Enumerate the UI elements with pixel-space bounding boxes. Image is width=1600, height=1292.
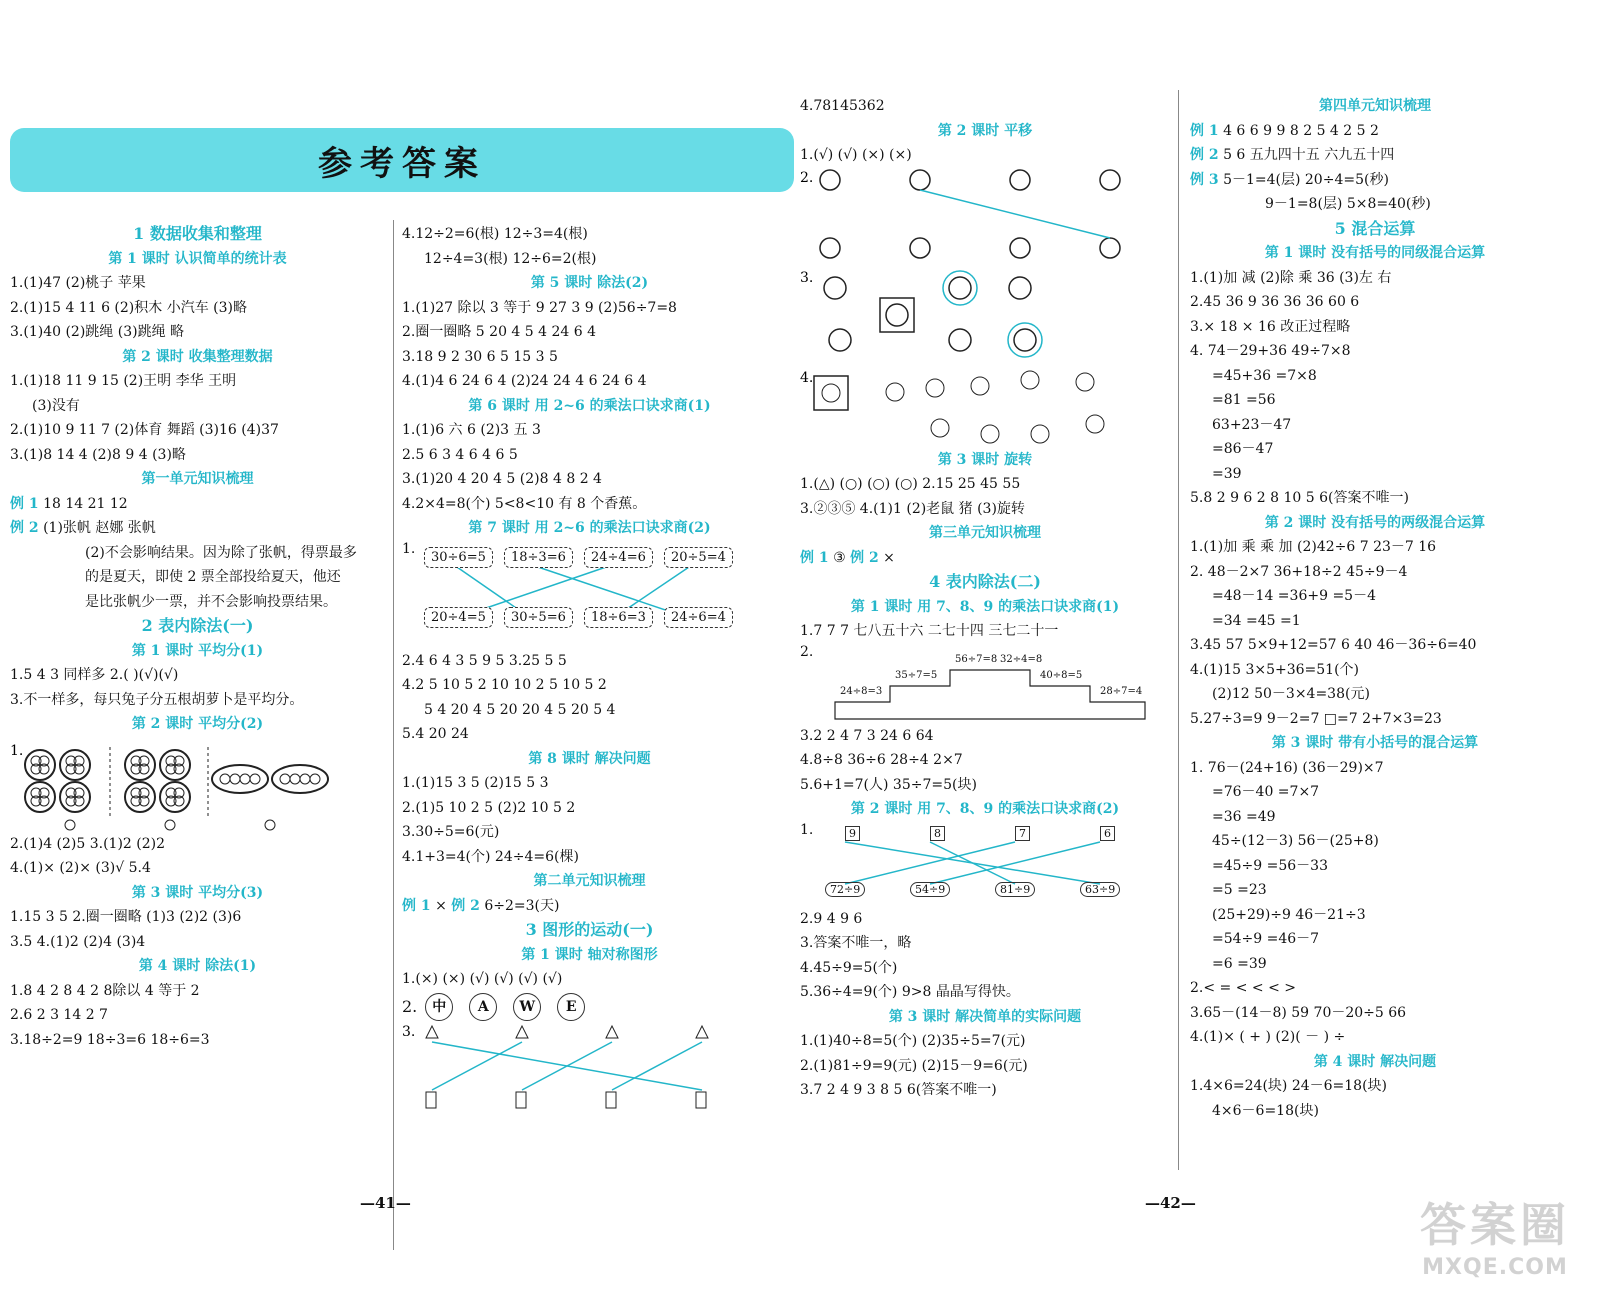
answer-line xyxy=(1190,119,1560,144)
selected-box xyxy=(880,298,914,332)
answer-line: 12÷4=3(根) 12÷6=2(根) xyxy=(424,250,597,267)
half-shape-icon xyxy=(426,1026,438,1038)
cartoon-icon xyxy=(820,238,840,258)
section-heading: 3 图形的运动(一) xyxy=(525,920,654,939)
answer-line: 1.(√) (√) (×) (×) xyxy=(800,147,912,163)
answer-line: =54÷9 =46－7 xyxy=(1212,931,1320,947)
answer-line xyxy=(402,894,777,919)
answer-line: 3.2 2 4 7 3 24 6 64 xyxy=(800,727,934,744)
half-shape-icon xyxy=(696,1092,706,1108)
answer-line: 2.6 2 3 14 2 7 xyxy=(10,1007,108,1023)
answer-line: 3.5 4.(1)2 (2)4 (3)4 xyxy=(10,933,146,950)
answer-line xyxy=(10,492,385,517)
answer-line: (3)没有 xyxy=(32,397,80,414)
column-4 xyxy=(1190,94,1560,1123)
equation-card: 30÷6=5 xyxy=(424,547,493,568)
grape-circle xyxy=(25,782,55,812)
stair-equation: 35÷7=5 xyxy=(895,669,938,681)
grape-circle xyxy=(160,750,190,780)
equation-card: 18÷6=3 xyxy=(584,607,653,628)
smile-icon xyxy=(265,820,275,830)
grape-mark xyxy=(290,774,300,784)
answer-line: 3.答案不唯一，略 xyxy=(800,935,912,951)
answer-line: 3.7 2 4 9 3 8 5 6(答案不唯一) xyxy=(800,1082,997,1098)
answer-line: 2.(1)5 10 2 5 (2)2 10 5 2 xyxy=(402,799,576,816)
answer-line: 1.(1)18 11 9 15 (2)王明 李华 王明 xyxy=(10,373,237,389)
section-heading: 第 1 课时 没有括号的同级混合运算 xyxy=(1264,245,1486,261)
answer-line: 4.2×4=8(个) 5<8<10 有 8 个香蕉。 xyxy=(402,495,647,512)
kite-number: 7 xyxy=(1015,826,1030,841)
answer-line: =86－47 xyxy=(1212,441,1274,457)
answer-line: 4.1+3=4(个) 24÷4=6(棵) xyxy=(402,848,579,865)
kite-number: 9 xyxy=(845,826,860,841)
symmetry-matching-figure xyxy=(402,1022,762,1112)
answer-line: 2.(1)15 4 11 6 (2)积木 小汽车 (3)略 xyxy=(10,299,247,316)
cartoon-icon xyxy=(820,170,840,190)
half-shape-icon xyxy=(606,1026,618,1038)
answer-line: 3.(1)40 (2)跳绳 (3)跳绳 略 xyxy=(10,324,185,340)
example-label: 例 1 xyxy=(800,549,829,566)
section-heading: 第 8 课时 解决问题 xyxy=(528,750,651,767)
flower-equation: 72÷9 xyxy=(825,882,865,897)
column-divider xyxy=(393,220,394,1250)
grape-mark xyxy=(220,774,230,784)
answer-line: 4. 74－29+36 49÷7×8 xyxy=(1190,343,1351,359)
grape-mark xyxy=(300,774,310,784)
match-line xyxy=(845,842,1015,884)
question-number: 3. xyxy=(402,1023,416,1040)
equation-card: 20÷5=4 xyxy=(664,547,733,568)
match-line xyxy=(522,1042,612,1090)
answer-line: =5 =23 xyxy=(1212,882,1267,898)
cartoon-icon xyxy=(1086,415,1104,433)
answer-line: 2.(1)4 (2)5 3.(1)2 (2)2 xyxy=(10,835,166,852)
figure-dolls xyxy=(800,268,1170,368)
half-shape-icon xyxy=(606,1092,616,1108)
cartoon-icon xyxy=(886,304,908,326)
example-label: 例 1 xyxy=(402,897,431,914)
stair-equation: 56÷7=8 xyxy=(955,653,998,665)
answer-line: 5.8 2 9 6 2 8 10 5 6(答案不唯一) xyxy=(1190,490,1409,506)
figure-sym xyxy=(402,1022,777,1112)
section-heading: 第 5 课时 除法(2) xyxy=(530,275,649,291)
answer-line: 3.(1)20 4 20 4 5 (2)8 4 8 2 4 xyxy=(402,471,602,487)
watermark-url: MXQE.COM xyxy=(1422,1255,1568,1280)
answer-line: 3.不一样多，每只兔子分五根胡萝卜是平均分。 xyxy=(10,691,304,708)
cartoon-icon xyxy=(931,419,949,437)
figure-grapes xyxy=(10,737,385,832)
half-shape-icon xyxy=(426,1092,436,1108)
left-page xyxy=(0,90,790,1220)
cartoon-icon xyxy=(910,170,930,190)
answer-line: =81 =56 xyxy=(1212,392,1276,408)
figure-letters xyxy=(402,992,777,1022)
answer-line: 3.②③⑤ 4.(1)1 (2)老鼠 猪 (3)旋转 xyxy=(800,500,1025,517)
grape-groups-figure xyxy=(10,737,370,832)
answer-line: 1.(1)加 乘 乘 加 (2)42÷6 7 23－7 16 xyxy=(1190,539,1437,555)
page-title: 参考答案 xyxy=(318,143,486,184)
grape-circle xyxy=(60,782,90,812)
section-heading: 第 7 课时 用 2~6 的乘法口诀求商(2) xyxy=(468,520,711,536)
kite-number: 8 xyxy=(930,826,945,841)
answer-line: 是比张帆少一票，并不会影响投票结果。 xyxy=(85,593,337,610)
section-heading: 第 4 课时 解决问题 xyxy=(1313,1053,1437,1070)
answer-line: 2.4 6 4 3 5 9 5 3.25 5 5 xyxy=(402,652,567,669)
grape-circle xyxy=(125,782,155,812)
answer-line: =48－14 =36+9 =5－4 xyxy=(1212,588,1376,604)
cartoon-icon xyxy=(971,377,989,395)
answer-line: 1.8 4 2 8 4 2 8除以 4 等于 2 xyxy=(10,982,200,999)
answer-line: =36 =49 xyxy=(1212,808,1276,825)
match-line xyxy=(930,842,1015,884)
section-heading: 第 2 课时 收集整理数据 xyxy=(122,348,273,365)
example-label: 例 3 xyxy=(1190,171,1219,188)
question-number: 2. xyxy=(402,997,418,1016)
cartoon-icon xyxy=(1010,238,1030,258)
answer-line: 1.15 3 5 2.圈一圈略 (1)3 (2)2 (3)6 xyxy=(10,909,242,925)
grape-mark xyxy=(230,774,240,784)
grape-circle xyxy=(25,750,55,780)
cartoon-icon xyxy=(1009,277,1031,299)
answer-line: 9－1=8(层) 5×8=40(秒) xyxy=(1265,196,1431,212)
answer-line: 1.4×6=24(块) 24－6=18(块) xyxy=(1190,1078,1388,1094)
grape-circle xyxy=(60,750,90,780)
answer-line: =45+36 =7×8 xyxy=(1212,367,1317,384)
answer-line: 4.12÷2=6(根) 12÷3=4(根) xyxy=(402,226,588,242)
section-heading: 第四单元知识梳理 xyxy=(1319,98,1431,114)
answer-text: (1)张帆 赵娜 张帆 xyxy=(38,520,156,536)
equation-card: 24÷6=4 xyxy=(664,607,733,628)
section-heading: 1 数据收集和整理 xyxy=(133,224,262,243)
example-label: 例 2 xyxy=(1190,147,1219,163)
section-heading: 第 3 课时 平均分(3) xyxy=(131,884,264,901)
section-heading: 第三单元知识梳理 xyxy=(929,525,1041,541)
example-label: 例 2 xyxy=(451,897,480,914)
half-shape-icon xyxy=(516,1026,528,1038)
section-heading: 第 2 课时 平均分(2) xyxy=(131,716,264,732)
section-heading: 第 1 课时 用 7、8、9 的乘法口诀求商(1) xyxy=(850,598,1120,615)
answer-line: 45÷(12－3) 56－(25+8) xyxy=(1212,833,1379,849)
answer-line: 的是夏天，即使 2 票全部投给夏天，他还 xyxy=(85,569,341,585)
answer-line: 63+23－47 xyxy=(1212,416,1292,433)
cartoon-icon xyxy=(1100,170,1120,190)
answer-line xyxy=(10,516,385,541)
cartoon-icon xyxy=(1014,329,1036,351)
stair-equation: 40÷8=5 xyxy=(1040,669,1083,681)
answer-line: 2.< = < < < > xyxy=(1190,980,1296,996)
answer-line: 4.(1)4 6 24 6 4 (2)24 24 4 6 24 6 4 xyxy=(402,373,647,389)
grape-mark xyxy=(250,774,260,784)
answer-text: ③ xyxy=(828,549,851,566)
answer-line: 2.(1)10 9 11 7 (2)体育 舞蹈 (3)16 (4)37 xyxy=(10,422,279,438)
answer-line: 1.5 4 3 同样多 2.( )(√)(√) xyxy=(10,667,179,683)
cartoon-icon xyxy=(886,383,904,401)
answer-line xyxy=(1190,143,1560,168)
stair-equation: 24÷8=3 xyxy=(840,685,883,697)
cartoon-icon xyxy=(1010,170,1030,190)
match-line xyxy=(920,190,1110,238)
equation-card: 30÷5=6 xyxy=(504,607,573,628)
grape-mark xyxy=(240,774,250,784)
match-line xyxy=(432,1042,522,1090)
answer-text: × xyxy=(878,549,895,566)
page-number-left: —41— xyxy=(360,1194,411,1212)
answer-line: 1.(1)加 减 (2)除 乘 36 (3)左 右 xyxy=(1190,269,1392,286)
question-number: 1. xyxy=(402,540,416,557)
section-heading: 第 2 课时 平移 xyxy=(937,122,1033,139)
answer-circle xyxy=(1008,323,1042,357)
selected-box xyxy=(814,376,848,410)
answer-line: 1.(1)27 除以 3 等于 9 27 3 9 (2)56÷7=8 xyxy=(402,299,677,316)
section-heading: 第 1 课时 认识简单的统计表 xyxy=(108,250,287,267)
example-label: 例 2 xyxy=(850,549,879,566)
answer-line: =39 xyxy=(1212,465,1242,482)
section-heading: 5 混合运算 xyxy=(1334,218,1416,238)
cartoon-icon xyxy=(829,329,851,351)
section-heading: 第 3 课时 旋转 xyxy=(937,451,1033,468)
question-number: 4. xyxy=(800,369,814,386)
column-1 xyxy=(10,222,385,1052)
answer-line: =45÷9 =56－33 xyxy=(1212,857,1328,874)
column-2 xyxy=(402,222,777,1112)
question-number: 1. xyxy=(10,742,24,759)
example-label: 例 1 xyxy=(10,495,39,512)
answer-line: 5.4 20 24 xyxy=(402,726,469,742)
answer-line: 2.9 4 9 6 xyxy=(800,910,863,927)
cartoon-icon xyxy=(1031,425,1049,443)
answer-line: 2.(1)81÷9=9(元) (2)15－9=6(元) xyxy=(800,1057,1028,1074)
question-number: 1. xyxy=(800,821,814,838)
answer-text: 5 6 五九四十五 六九五十四 xyxy=(1218,147,1395,163)
section-heading: 第一单元知识梳理 xyxy=(141,471,254,487)
flower-equation: 63÷9 xyxy=(1080,882,1120,897)
answer-line: 4.45÷9=5(个) xyxy=(800,959,898,976)
stair-equation: 28÷7=4 xyxy=(1100,685,1143,697)
cartoon-icon xyxy=(949,329,971,351)
answer-text: 5－1=4(层) 20÷4=5(秒) xyxy=(1218,171,1389,188)
figure-trans xyxy=(800,168,1170,268)
letter-circle: 中 xyxy=(425,993,453,1021)
answer-circle xyxy=(943,271,977,305)
figure-match2 xyxy=(800,822,1170,907)
kite-number: 6 xyxy=(1100,826,1115,841)
cartoon-icon xyxy=(1100,238,1120,258)
grape-mark xyxy=(280,774,290,784)
match-line xyxy=(930,842,1100,884)
section-heading: 第 1 课时 轴对称图形 xyxy=(521,946,658,963)
answer-line: 1.(1)15 3 5 (2)15 5 3 xyxy=(402,775,549,791)
answer-line xyxy=(800,546,1170,571)
answer-line: 1.(1)6 六 6 (2)3 五 3 xyxy=(402,422,541,438)
smile-icon xyxy=(165,820,175,830)
answer-text: 4 6 6 9 9 8 2 5 4 2 5 2 xyxy=(1218,122,1379,139)
answer-line: 2.5 6 3 4 6 4 6 5 xyxy=(402,446,518,463)
answer-line: 5 4 20 4 5 20 20 4 5 20 5 4 xyxy=(424,701,616,718)
figure-stairs xyxy=(800,644,1170,724)
figure-fish xyxy=(800,368,1170,448)
answer-line: =34 =45 =1 xyxy=(1212,612,1301,629)
answer-line: (2)不会影响结果。因为除了张帆，得票最多 xyxy=(85,544,357,561)
section-heading: 第 3 课时 带有小括号的混合运算 xyxy=(1271,735,1479,751)
question-number: 3. xyxy=(800,269,814,286)
letter-circle: W xyxy=(513,993,541,1021)
half-shape-icon xyxy=(516,1092,526,1108)
answer-line: 3.× 18 × 16 改正过程略 xyxy=(1190,318,1351,335)
answer-line: 4.78145362 xyxy=(800,98,885,114)
equation-card: 18÷3=6 xyxy=(504,547,573,568)
answer-line: 1.(×) (×) (√) (√) (√) (√) xyxy=(402,971,563,987)
cartoon-icon xyxy=(926,379,944,397)
answer-line: =76－40 =7×7 xyxy=(1212,784,1320,800)
answer-line: 4.(1)15 3×5+36=51(个) xyxy=(1190,661,1360,678)
answer-line: (25+29)÷9 46－21÷3 xyxy=(1212,906,1366,923)
answer-line: 4.2 5 10 5 2 10 10 2 5 10 5 2 xyxy=(402,677,607,693)
section-heading: 2 表内除法(一) xyxy=(141,616,254,635)
answer-line: 5.6+1=7(人) 35÷7=5(块) xyxy=(800,776,977,793)
flower-equation: 81÷9 xyxy=(995,882,1035,897)
answer-line: 1.7 7 7 七八五十六 二七十四 三七二十一 xyxy=(800,623,1059,639)
answer-line: 3.65－(14－8) 59 70－20÷5 66 xyxy=(1190,1004,1407,1021)
fish-figure xyxy=(800,368,1160,448)
answer-line: =6 =39 xyxy=(1212,955,1267,972)
answer-line: 1.(1)47 (2)桃子 苹果 xyxy=(10,275,146,291)
grape-circle xyxy=(125,750,155,780)
cartoon-icon xyxy=(1021,371,1039,389)
answer-line xyxy=(1190,168,1560,193)
answer-line: 3.18 9 2 30 6 5 15 3 5 xyxy=(402,348,558,365)
section-heading: 第 3 课时 解决简单的实际问题 xyxy=(888,1008,1082,1025)
cartoon-icon xyxy=(1076,373,1094,391)
answer-text: 6÷2=3(天) xyxy=(479,897,560,914)
answer-line: 3.30÷5=6(元) xyxy=(402,824,500,840)
answer-text: × xyxy=(430,897,452,914)
answer-line: 3.(1)8 14 4 (2)8 9 4 (3)略 xyxy=(10,446,186,463)
equation-card: 20÷4=5 xyxy=(424,607,493,628)
grape-circle xyxy=(160,782,190,812)
cartoon-icon xyxy=(949,277,971,299)
answer-line: 1.(1)40÷8=5(个) (2)35÷5=7(元) xyxy=(800,1033,1026,1049)
section-heading: 第 4 课时 除法(1) xyxy=(138,958,257,974)
half-shape-icon xyxy=(696,1026,708,1038)
answer-line: 1. 76－(24+16) (36－29)×7 xyxy=(1190,759,1384,776)
title-banner xyxy=(10,128,794,192)
section-heading: 4 表内除法(二) xyxy=(929,572,1041,591)
answer-line: 4.(1)× ( + ) (2)( － ) ÷ xyxy=(1190,1029,1346,1045)
translation-figure xyxy=(800,168,1160,268)
section-heading: 第 6 课时 用 2~6 的乘法口诀求商(1) xyxy=(468,397,711,414)
match-line xyxy=(612,1042,702,1090)
answer-line: 2.圈一圈略 5 20 4 5 4 24 6 4 xyxy=(402,324,597,340)
answer-line: 5.27÷3=9 9－2=7 □=7 2+7×3=23 xyxy=(1190,710,1442,727)
answer-line: 4.(1)× (2)× (3)√ 5.4 xyxy=(10,860,151,876)
answer-line: 1.(△) (○) (○) (○) 2.15 25 45 55 xyxy=(800,476,1021,492)
section-heading: 第 1 课时 平均分(1) xyxy=(131,642,264,659)
stair-equation: 32÷4=8 xyxy=(1000,653,1043,665)
page-number-right: —42— xyxy=(1145,1194,1196,1212)
column-divider xyxy=(1178,90,1179,1170)
question-number: 2. xyxy=(800,643,814,660)
watermark xyxy=(1420,1189,1570,1280)
answer-text: 18 14 21 12 xyxy=(38,495,128,512)
example-label: 例 1 xyxy=(1190,122,1219,139)
section-heading: 第二单元知识梳理 xyxy=(533,873,646,889)
smile-icon xyxy=(65,820,75,830)
cartoon-icon xyxy=(981,425,999,443)
cartoon-icon xyxy=(910,238,930,258)
answer-line: 3.18÷2=9 18÷3=6 18÷6=3 xyxy=(10,1031,210,1048)
answer-line: 4×6－6=18(块) xyxy=(1212,1102,1319,1119)
grape-mark xyxy=(310,774,320,784)
flower-equation: 54÷9 xyxy=(910,882,950,897)
section-heading: 第 2 课时 没有括号的两级混合运算 xyxy=(1264,514,1486,531)
letter-circle: A xyxy=(469,993,497,1021)
cartoon-icon xyxy=(824,277,846,299)
cartoon-icon xyxy=(822,384,840,402)
answer-line: 5.36÷4=9(个) 9>8 晶晶写得快。 xyxy=(800,984,1020,1000)
equation-card: 24÷4=6 xyxy=(584,547,653,568)
answer-line: (2)12 50－3×4=38(元) xyxy=(1212,686,1370,702)
column-3 xyxy=(800,94,1170,1103)
answer-line: 2.45 36 9 36 36 36 60 6 xyxy=(1190,294,1360,310)
answer-line: 4.8÷8 36÷6 28÷4 2×7 xyxy=(800,752,963,768)
letter-circle: E xyxy=(557,993,585,1021)
question-number: 2. xyxy=(800,169,814,186)
right-page xyxy=(800,90,1600,1220)
section-heading: 第 2 课时 用 7、8、9 的乘法口诀求商(2) xyxy=(850,801,1120,817)
answer-line: 2. 48－2×7 36+18÷2 45÷9－4 xyxy=(1190,563,1408,580)
watermark-text: 答案圈 xyxy=(1420,1198,1570,1252)
answer-line: 3.45 57 5×9+12=57 6 40 46－36÷6=40 xyxy=(1190,637,1477,653)
example-label: 例 2 xyxy=(10,520,39,536)
figure-match1 xyxy=(402,541,777,649)
rotation-figure xyxy=(800,268,1160,368)
